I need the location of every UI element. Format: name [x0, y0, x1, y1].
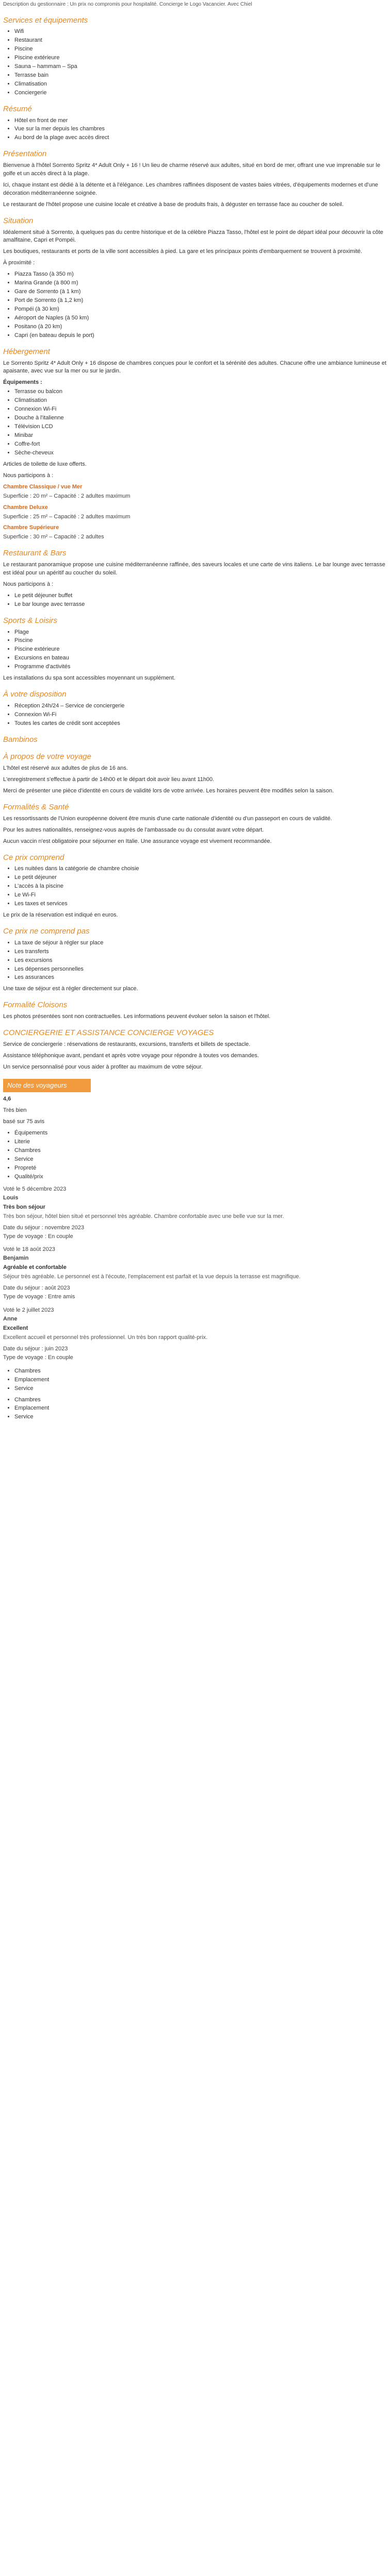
manager-description: Description du gestionnaire : Un prix no compromis pour hospitalité. Concierge le Logo Vacancier. Avec Chiel [3, 2, 252, 7]
review-criterion: • Équipements [14, 1129, 388, 1138]
service-item: • Sauna – hammam – Spa [14, 63, 388, 71]
review-card [3, 1307, 388, 1362]
distance-item: • Aéroport de Naples (à 50 km) [14, 314, 388, 323]
room-card [3, 504, 388, 521]
room-card [3, 483, 388, 501]
propos-body [3, 765, 388, 795]
review-count: basé sur 75 avis [3, 1118, 45, 1125]
review-author: Anne [3, 1316, 18, 1323]
hebergement-heading: Hébergement [3, 347, 50, 356]
equipement-item: • Coffre-fort [14, 440, 388, 449]
pascomprend-list [3, 939, 388, 982]
situation-body [3, 229, 388, 257]
distance-item: • Capri (en bateau depuis le port) [14, 332, 388, 340]
review-title: Excellent [3, 1325, 28, 1331]
resume-list [3, 117, 388, 143]
review-tags [3, 1367, 388, 1393]
review-quote: Excellent accueil et personnel très professionnel. Un très bon rapport qualité-prix. [3, 1334, 208, 1341]
restaurant-intro: Nous participons à : [3, 581, 54, 587]
review-meta: Voté le 5 décembre 2023 [3, 1185, 67, 1192]
service-desk-item: • Connexion Wi-Fi [14, 711, 388, 719]
reviews-banner: Note des voyageurs [3, 1079, 91, 1093]
room-name: Chambre Supérieure [3, 524, 59, 531]
distance-item: • Gare de Sorrento (à 1 km) [14, 288, 388, 296]
review-criterion: • Literie [14, 1138, 388, 1146]
included-item: • Les nuitées dans la catégorie de chambre choisie [14, 865, 388, 873]
presentation-paragraph: Bienvenue à l'hôtel Sorrento Spritz 4* Adult Only + 16 ! Un lieu de charme réservé aux adultes, situé en bord de mer, offrant une vue imprenable sur le golfe et un accès direct à la plage. [3, 162, 381, 177]
avotre-list [3, 702, 388, 728]
pascomprend-heading: Ce prix ne comprend pas [3, 926, 90, 936]
distance-item: • Positano (à 20 km) [14, 323, 388, 331]
resume-item: • Au bord de la plage avec accès direct [14, 134, 388, 142]
attente-heading: Formalité Cloisons [3, 1001, 68, 1010]
included-item: • Le petit déjeuner [14, 874, 388, 882]
review-tag: • Service [14, 1385, 388, 1393]
conciergerie-paragraph: Assistance téléphonique avant, pendant et après votre voyage pour répondre à toutes vos demandes. [3, 1052, 259, 1059]
review-score: 4,6 [3, 1096, 11, 1103]
propos-paragraph: L'enregistrement s'effectue à partir de 14h00 et le départ doit avoir lieu avant 11h00. [3, 776, 215, 783]
sport-item: • Programme d'activités [14, 663, 388, 671]
equipement-item: • Douche à l'italienne [14, 414, 388, 422]
rooms-intro: Nous participons à : [3, 472, 54, 479]
review-card [3, 1185, 388, 1241]
excluded-item: • Les transferts [14, 948, 388, 956]
room-name: Chambre Deluxe [3, 504, 48, 511]
review-quote: Très bon séjour, hôtel bien situé et personnel très agréable. Chambre confortable avec une belle vue sur la mer. [3, 1213, 284, 1219]
equipement-item: • Sèche-cheveux [14, 449, 388, 457]
review-card [3, 1246, 388, 1301]
review-tags-2 [3, 1396, 388, 1422]
included-item: • Les taxes et services [14, 900, 388, 908]
attente-paragraph: Les photos présentées sont non contractuelles. Les informations peuvent évoluer selon la saison et l'hôtel. [3, 1013, 271, 1020]
review-author: Louis [3, 1194, 19, 1201]
conciergerie-heading: CONCIERGERIE ET ASSISTANCE CONCIERGE VOYAGES [3, 1028, 214, 1037]
distances-list [3, 270, 388, 340]
review-author: Benjamin [3, 1255, 29, 1262]
presentation-heading: Présentation [3, 149, 47, 159]
review-score-label: Très bien [3, 1107, 27, 1114]
sports-list [3, 629, 388, 672]
review-criterion: • Service [14, 1156, 388, 1164]
review-title: Très bon séjour [3, 1204, 45, 1210]
restaurant-paragraph: Le restaurant panoramique propose une cuisine méditerranéenne raffinée, des saveurs locales et une carte de vins italiens. Le bar lounge avec terrasse est idéal pour un apéritif au coucher du soleil. [3, 562, 385, 576]
room-spec: Superficie : 20 m² – Capacité : 2 adultes maximum [3, 493, 131, 499]
distances-intro: À proximité : [3, 260, 35, 266]
room-spec: Superficie : 25 m² – Capacité : 2 adultes maximum [3, 513, 131, 520]
service-item: • Climatisation [14, 80, 388, 89]
review-date: Date du séjour : novembre 2023 [3, 1224, 85, 1231]
services-heading: Services et équipements [3, 15, 88, 25]
resume-heading: Résumé [3, 104, 32, 113]
included-item: • L'accès à la piscine [14, 883, 388, 891]
hebergement-intro: Le Sorrento Spritz 4* Adult Only + 16 dispose de chambres conçues pour le confort et la sérénité des adultes. Chacune offre une ambiance lumineuse et apaisante, avec vue sur la mer ou sur le jardin. [3, 360, 387, 375]
excluded-item: • Les assurances [14, 974, 388, 982]
service-desk-item: • Réception 24h/24 – Service de conciergerie [14, 702, 388, 710]
presentation-paragraph: Le restaurant de l'hôtel propose une cuisine locale et créative à base de produits frais, à déguster en terrasse face au coucher de soleil. [3, 201, 344, 208]
pascomprend-note: Une taxe de séjour est à régler directement sur place. [3, 986, 138, 992]
resume-item: • Hôtel en front de mer [14, 117, 388, 125]
reviews-summary [3, 1095, 388, 1181]
situation-paragraph: Les boutiques, restaurants et ports de la ville sont accessibles à pied. La gare et les principaux points d'embarquement se trouvent à proximité. [3, 248, 363, 255]
sport-item: • Excursions en bateau [14, 654, 388, 663]
room-name: Chambre Classique / vue Mer [3, 483, 83, 490]
presentation-paragraph: Ici, chaque instant est dédié à la détente et à l'élégance. Les chambres raffinées disposent de vastes baies vitrées, d'équipements modernes et d'une décoration méditerranéenne soignée. [3, 181, 379, 196]
equipements-note: Articles de toilette de luxe offerts. [3, 461, 87, 467]
equipement-item: • Minibar [14, 432, 388, 440]
review-date: Date du séjour : août 2023 [3, 1285, 70, 1292]
restaurant-item: • Le petit déjeuner buffet [14, 592, 388, 600]
comprend-heading: Ce prix comprend [3, 853, 64, 862]
service-desk-item: • Toutes les cartes de crédit sont acceptées [14, 720, 388, 728]
comprend-note: Le prix de la réservation est indiqué en euros. [3, 912, 118, 918]
review-type: Type de voyage : En couple [3, 1354, 73, 1361]
review-title: Agréable et confortable [3, 1264, 67, 1271]
review-type: Type de voyage : Entre amis [3, 1294, 75, 1300]
avotre-heading: À votre disposition [3, 690, 67, 699]
equipements-list [3, 388, 388, 457]
review-criterion: • Qualité/prix [14, 1173, 388, 1181]
review-tag: • Service [14, 1413, 388, 1421]
review-criteria-list [3, 1129, 388, 1181]
propos-paragraph: Merci de présenter une pièce d'identité en cours de validité lors de votre arrivée. Les horaires peuvent être modifiés selon la saison. [3, 788, 334, 794]
conciergerie-paragraph: Service de conciergerie : réservations de restaurants, excursions, transferts et billets de spectacle. [3, 1041, 251, 1047]
situation-heading: Situation [3, 216, 34, 225]
review-tag: • Chambres [14, 1367, 388, 1376]
equipement-item: • Télévision LCD [14, 423, 388, 431]
restaurant-heading: Restaurant & Bars [3, 549, 67, 558]
service-item: • Piscine extérieure [14, 54, 388, 62]
restaurant-list [3, 592, 388, 609]
excluded-item: • Les excursions [14, 957, 388, 965]
service-item: • Wifi [14, 28, 388, 36]
sport-item: • Plage [14, 629, 388, 637]
service-item: • Piscine [14, 45, 388, 54]
room-card [3, 524, 388, 541]
conciergerie-paragraph: Un service personnalisé pour vous aider à profiter au maximum de votre séjour. [3, 1063, 203, 1070]
propos-paragraph: L'hôtel est réservé aux adultes de plus de 16 ans. [3, 765, 128, 772]
sports-heading: Sports & Loisirs [3, 616, 58, 625]
distance-item: • Pompéi (à 30 km) [14, 306, 388, 314]
formalites-paragraph: Les ressortissants de l'Union européenne doivent être munis d'une carte nationale d'identité ou d'un passeport en cours de validité. [3, 815, 332, 822]
rooms-list [3, 483, 388, 542]
review-tag: • Emplacement [14, 1376, 388, 1384]
review-tag: • Chambres [14, 1396, 388, 1404]
restaurant-item: • Le bar lounge avec terrasse [14, 601, 388, 609]
distance-item: • Port de Sorrento (à 1,2 km) [14, 297, 388, 305]
equipement-item: • Climatisation [14, 397, 388, 405]
situation-paragraph: Idéalement situé à Sorrento, à quelques pas du centre historique et de la célèbre Piazza Tasso, l'hôtel est le point de départ idéal pour découvrir la côte amalfitaine, Capri et Pompéi. [3, 229, 383, 244]
review-meta: Voté le 18 août 2023 [3, 1246, 55, 1253]
review-criterion: • Chambres [14, 1147, 388, 1155]
formalites-paragraph: Pour les autres nationalités, renseignez-vous auprès de l'ambassade ou du consulat avant votre départ. [3, 826, 264, 833]
sport-item: • Piscine extérieure [14, 646, 388, 654]
comprend-list [3, 865, 388, 908]
equipement-item: • Terrasse ou balcon [14, 388, 388, 396]
excluded-item: • La taxe de séjour à régler sur place [14, 939, 388, 947]
service-item: • Terrasse bain [14, 72, 388, 80]
equipements-heading: Équipements : [3, 379, 42, 386]
presentation-body [3, 162, 388, 209]
review-criterion: • Propreté [14, 1164, 388, 1173]
service-item: • Restaurant [14, 37, 388, 45]
room-spec: Superficie : 30 m² – Capacité : 2 adultes [3, 534, 104, 540]
formalites-heading: Formalités & Santé [3, 803, 69, 811]
review-tag: • Emplacement [14, 1404, 388, 1413]
formalites-body [3, 815, 388, 846]
equipement-item: • Connexion Wi-Fi [14, 405, 388, 414]
sports-note: Les installations du spa sont accessibles moyennant un supplément. [3, 675, 175, 682]
review-meta: Voté le 2 juillet 2023 [3, 1307, 54, 1314]
included-item: • Le Wi-Fi [14, 891, 388, 900]
service-item: • Conciergerie [14, 89, 388, 97]
excluded-item: • Les dépenses personnelles [14, 965, 388, 974]
bambinos-heading: Bambinos [3, 735, 38, 744]
resume-item: • Vue sur la mer depuis les chambres [14, 125, 388, 133]
formalites-paragraph: Aucun vaccin n'est obligatoire pour séjourner en Italie. Une assurance voyage est vivement recommandée. [3, 838, 272, 844]
services-list [3, 28, 388, 97]
propos-heading: À propos de votre voyage [3, 752, 91, 761]
distance-item: • Piazza Tasso (à 350 m) [14, 270, 388, 279]
reviews-list [3, 1185, 388, 1362]
sport-item: • Piscine [14, 637, 388, 645]
distance-item: • Marina Grande (à 800 m) [14, 279, 388, 287]
review-date: Date du séjour : juin 2023 [3, 1345, 68, 1352]
review-type: Type de voyage : En couple [3, 1233, 73, 1240]
conciergerie-body [3, 1041, 388, 1072]
review-quote: Séjour très agréable. Le personnel est à l'écoute, l'emplacement est parfait et la vue depuis la terrasse est magnifique. [3, 1274, 301, 1280]
